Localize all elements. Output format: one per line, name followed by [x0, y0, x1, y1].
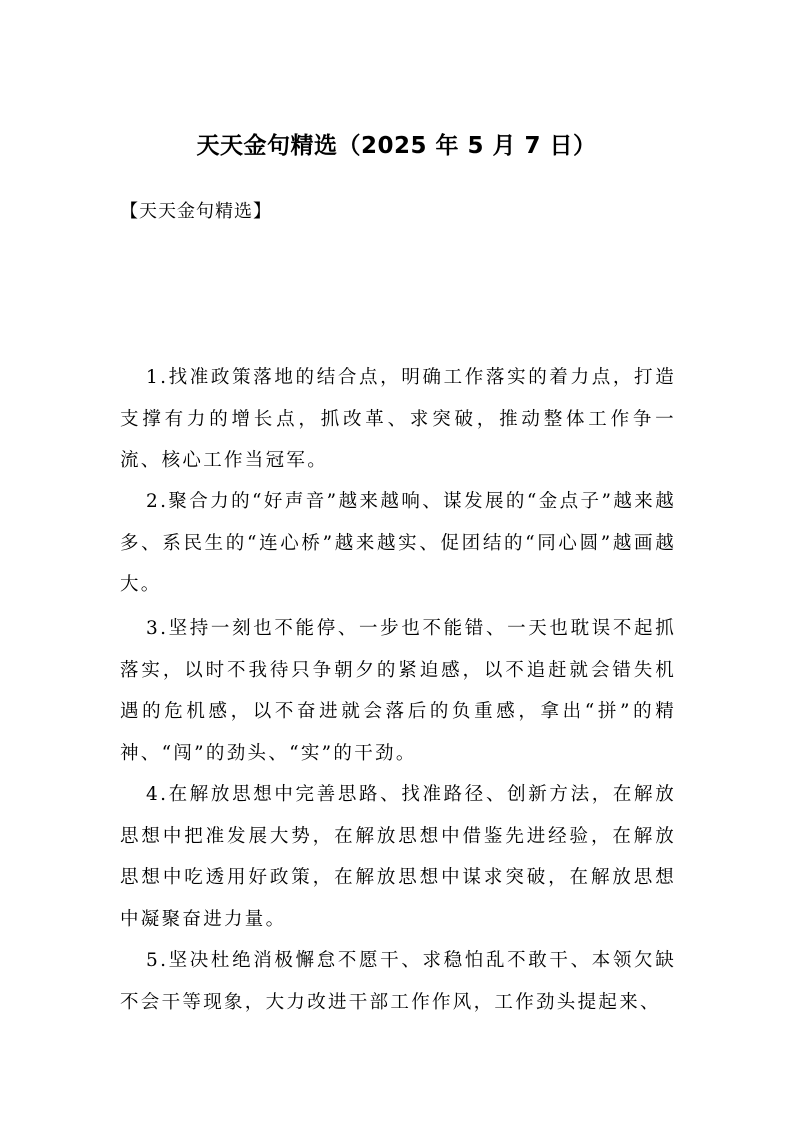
- paragraph-1: 1.找准政策落地的结合点，明确工作落实的着力点，打造支撑有力的增长点，抓改革、求突破，推动整体工作争一流、核心工作当冠军。: [120, 367, 676, 471]
- paragraph-4: 4.在解放思想中完善思路、找准路径、创新方法，在解放思想中把准发展大势，在解放思想中借鉴先进经验，在解放思想中吃透用好政策，在解放思想中谋求突破，在解放思想中凝聚奋进力量。: [120, 784, 676, 930]
- paragraph-3: 3.坚持一刻也不能停、一步也不能错、一天也耽误不起抓落实，以时不我待只争朝夕的紧迫感，以不追赶就会错失机遇的危机感，以不奋进就会落后的负重感，拿出“拼”的精神、“闯”的劲头、“实”的干劲。: [120, 618, 676, 764]
- paragraph-5: 5.坚决杜绝消极懈怠不愿干、求稳怕乱不敢干、本领欠缺不会干等现象，大力改进干部工作作风，工作劲头提起来、: [120, 950, 676, 1013]
- page-title: 天天金句精选（2025 年 5 月 7 日）: [196, 133, 597, 159]
- section-label: 【天天金句精选】: [120, 201, 272, 222]
- paragraph-2: 2.聚合力的“好声音”越来越响、谋发展的“金点子”越来越多、系民生的“连心桥”越来越实、促团结的“同心圆”越画越大。: [120, 491, 676, 595]
